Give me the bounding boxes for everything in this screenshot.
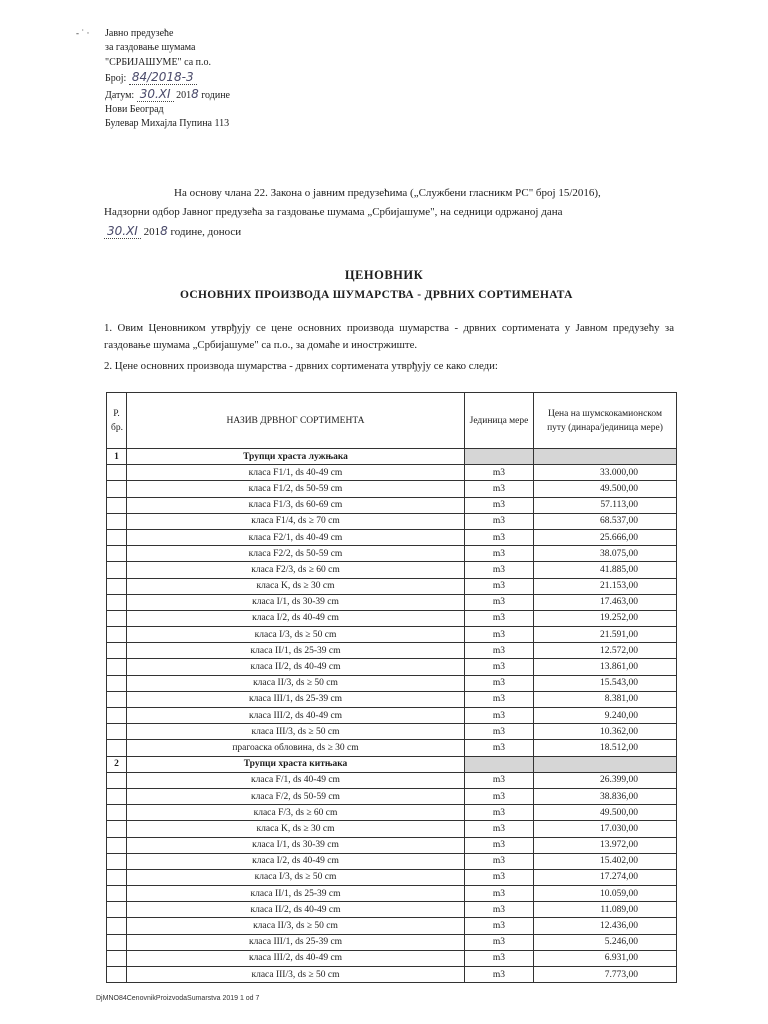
row-name: класа I/1, ds 30-39 cm <box>127 594 465 610</box>
datum-label: Датум: <box>105 89 135 101</box>
row-name: класа II/3, ds ≥ 50 cm <box>127 675 465 691</box>
row-no-cell <box>107 934 127 950</box>
row-unit: m3 <box>465 740 534 756</box>
table-row <box>107 481 677 497</box>
row-price: 21.591,00 <box>534 627 677 643</box>
section-row <box>107 756 677 772</box>
row-unit: m3 <box>465 821 534 837</box>
row-unit: m3 <box>465 465 534 481</box>
row-name: класа F2/3, ds ≥ 60 cm <box>127 562 465 578</box>
row-price: 10.362,00 <box>534 724 677 740</box>
row-name: класа F1/2, ds 50-59 cm <box>127 481 465 497</box>
row-unit: m3 <box>465 934 534 950</box>
datum-year-suffix: 8 <box>191 86 199 101</box>
row-unit: m3 <box>465 578 534 594</box>
row-unit: m3 <box>465 967 534 983</box>
row-price: 25.666,00 <box>534 529 677 545</box>
row-price: 12.436,00 <box>534 918 677 934</box>
row-no-cell <box>107 643 127 659</box>
row-name: класа II/2, ds 40-49 cm <box>127 902 465 918</box>
row-unit: m3 <box>465 724 534 740</box>
row-unit: m3 <box>465 950 534 966</box>
table-row <box>107 902 677 918</box>
row-name: класа F2/2, ds 50-59 cm <box>127 546 465 562</box>
row-unit: m3 <box>465 853 534 869</box>
intro-year-prefix: 201 <box>143 226 161 238</box>
row-unit: m3 <box>465 562 534 578</box>
intro-line3 <box>104 222 674 242</box>
section-unit-cell <box>465 449 534 465</box>
margin-marks: - ˙ · <box>76 28 90 38</box>
row-no-cell <box>107 562 127 578</box>
row-unit: m3 <box>465 659 534 675</box>
row-price: 6.931,00 <box>534 950 677 966</box>
row-no-cell <box>107 886 127 902</box>
row-name: класа F1/4, ds ≥ 70 cm <box>127 513 465 529</box>
datum-line <box>105 87 230 103</box>
intro-line1: На основу члана 22. Закона о јавним предузећима („Службени гласникм РС" број 15/2016), <box>174 187 601 199</box>
row-unit: m3 <box>465 837 534 853</box>
row-no-cell <box>107 853 127 869</box>
document-title: ЦЕНОВНИК <box>344 268 424 282</box>
row-unit: m3 <box>465 594 534 610</box>
row-unit: m3 <box>465 708 534 724</box>
row-no-cell <box>107 740 127 756</box>
row-unit: m3 <box>465 481 534 497</box>
row-price: 18.512,00 <box>534 740 677 756</box>
table-header-row <box>107 393 677 449</box>
table-row <box>107 918 677 934</box>
table-row <box>107 529 677 545</box>
row-unit: m3 <box>465 627 534 643</box>
row-name: класа I/2, ds 40-49 cm <box>127 853 465 869</box>
row-name: класа II/1, ds 25-39 cm <box>127 643 465 659</box>
table-row <box>107 659 677 675</box>
row-price: 15.543,00 <box>534 675 677 691</box>
row-name: класа II/1, ds 25-39 cm <box>127 886 465 902</box>
row-no-cell <box>107 627 127 643</box>
row-name: класа III/3, ds ≥ 50 cm <box>127 724 465 740</box>
paragraph-2: 2. Цене основних производа шумарства - дрвних сортимената утврђују се како следи: <box>104 360 498 372</box>
section-price-cell <box>534 449 677 465</box>
row-unit: m3 <box>465 772 534 788</box>
org-line2: за газдовање шумама <box>105 42 196 54</box>
row-no-cell <box>107 950 127 966</box>
row-name: класа III/1, ds 25-39 cm <box>127 934 465 950</box>
row-no-cell <box>107 465 127 481</box>
row-price: 5.246,00 <box>534 934 677 950</box>
table-row <box>107 934 677 950</box>
row-name: класа III/2, ds 40-49 cm <box>127 950 465 966</box>
row-price: 38.836,00 <box>534 788 677 804</box>
row-unit: m3 <box>465 918 534 934</box>
datum-year-prefix: 201 <box>176 89 192 101</box>
row-no-cell <box>107 821 127 837</box>
intro-date: 30.XI <box>104 224 141 239</box>
row-unit: m3 <box>465 886 534 902</box>
footer-note: DjMNO84CenovnikProizvodaSumarstva 2019 1 od 7 <box>96 995 260 1002</box>
row-no-cell <box>107 691 127 707</box>
datum-suffix: године <box>201 89 230 101</box>
row-name: класа K, ds ≥ 30 cm <box>127 821 465 837</box>
table-row <box>107 837 677 853</box>
table-row <box>107 610 677 626</box>
broj-value: 84/2018-3 <box>129 70 197 85</box>
row-price: 21.153,00 <box>534 578 677 594</box>
table-row <box>107 675 677 691</box>
row-price: 12.572,00 <box>534 643 677 659</box>
row-name: класа F/3, ds ≥ 60 cm <box>127 805 465 821</box>
row-price: 17.274,00 <box>534 869 677 885</box>
table-row <box>107 497 677 513</box>
row-name: класа K, ds ≥ 30 cm <box>127 578 465 594</box>
row-unit: m3 <box>465 902 534 918</box>
row-price: 13.861,00 <box>534 659 677 675</box>
header-price: Цена на шумскокамионском путу (динара/јединица мере) <box>534 393 677 449</box>
table-row <box>107 821 677 837</box>
city-line: Нови Београд <box>105 104 164 116</box>
row-name: прагоаска обловина, ds ≥ 30 cm <box>127 740 465 756</box>
row-no-cell <box>107 918 127 934</box>
section-price-cell <box>534 756 677 772</box>
row-price: 49.500,00 <box>534 481 677 497</box>
letterhead <box>105 27 230 132</box>
row-price: 38.075,00 <box>534 546 677 562</box>
row-unit: m3 <box>465 675 534 691</box>
row-no-cell <box>107 675 127 691</box>
row-name: класа I/2, ds 40-49 cm <box>127 610 465 626</box>
table-row <box>107 788 677 804</box>
row-name: класа I/3, ds ≥ 50 cm <box>127 869 465 885</box>
row-unit: m3 <box>465 497 534 513</box>
table-row <box>107 869 677 885</box>
table-row <box>107 546 677 562</box>
org-line3: "СРБИЈАШУМЕ" са п.о. <box>105 56 211 68</box>
row-unit: m3 <box>465 643 534 659</box>
row-no-cell <box>107 610 127 626</box>
row-no-cell <box>107 529 127 545</box>
table-row <box>107 950 677 966</box>
table-row <box>107 643 677 659</box>
row-no-cell <box>107 967 127 983</box>
table-body <box>107 449 677 983</box>
intro-year-suffix: 8 <box>160 224 168 238</box>
row-price: 7.773,00 <box>534 967 677 983</box>
table-row <box>107 772 677 788</box>
paragraph-1: 1. Овим Ценовником утврђују се цене основних производа шумарства - дрвних сортимената у Јавном предузећу за газдовање шумама „Србијашуме" са п.о., за домаће и иностржиште. <box>104 322 674 351</box>
row-unit: m3 <box>465 546 534 562</box>
row-no-cell <box>107 497 127 513</box>
broj-label: Број: <box>105 73 127 85</box>
row-price: 68.537,00 <box>534 513 677 529</box>
row-unit: m3 <box>465 805 534 821</box>
row-name: класа III/1, ds 25-39 cm <box>127 691 465 707</box>
price-table <box>106 392 677 983</box>
row-price: 49.500,00 <box>534 805 677 821</box>
row-no-cell <box>107 902 127 918</box>
row-no-cell <box>107 772 127 788</box>
table-row <box>107 513 677 529</box>
header-no: Р. бр. <box>107 393 127 449</box>
row-name: класа F1/1, ds 40-49 cm <box>127 465 465 481</box>
row-no-cell <box>107 724 127 740</box>
row-no-cell <box>107 481 127 497</box>
row-no-cell <box>107 546 127 562</box>
row-no-cell <box>107 578 127 594</box>
row-price: 33.000,00 <box>534 465 677 481</box>
row-no-cell <box>107 837 127 853</box>
row-price: 41.885,00 <box>534 562 677 578</box>
row-unit: m3 <box>465 788 534 804</box>
row-name: класа F2/1, ds 40-49 cm <box>127 529 465 545</box>
row-no-cell <box>107 708 127 724</box>
section-title: Трупци храста китњака <box>127 756 465 772</box>
row-price: 15.402,00 <box>534 853 677 869</box>
datum-value: 30.XI <box>137 87 174 102</box>
header-unit: Јединица мере <box>465 393 534 449</box>
table-row <box>107 886 677 902</box>
org-line1: Јавно предузеће <box>105 28 174 39</box>
section-no: 2 <box>107 756 127 772</box>
row-name: класа II/2, ds 40-49 cm <box>127 659 465 675</box>
row-price: 10.059,00 <box>534 886 677 902</box>
address-line: Булевар Михајла Пупина 113 <box>105 118 230 130</box>
table-row <box>107 465 677 481</box>
table-row <box>107 627 677 643</box>
table-row <box>107 967 677 983</box>
row-no-cell <box>107 659 127 675</box>
row-price: 11.089,00 <box>534 902 677 918</box>
row-price: 13.972,00 <box>534 837 677 853</box>
table-row <box>107 578 677 594</box>
row-name: класа III/3, ds ≥ 50 cm <box>127 967 465 983</box>
row-name: класа F/1, ds 40-49 cm <box>127 772 465 788</box>
row-name: класа I/3, ds ≥ 50 cm <box>127 627 465 643</box>
section-no: 1 <box>107 449 127 465</box>
row-name: класа F/2, ds 50-59 cm <box>127 788 465 804</box>
document-subtitle: ОСНОВНИХ ПРОИЗВОДА ШУМАРСТВА - ДРВНИХ СОРТИМЕНАТА <box>180 289 573 301</box>
header-name: НАЗИВ ДРВНОГ СОРТИМЕНТА <box>127 393 465 449</box>
row-price: 17.463,00 <box>534 594 677 610</box>
row-no-cell <box>107 513 127 529</box>
row-price: 8.381,00 <box>534 691 677 707</box>
row-unit: m3 <box>465 513 534 529</box>
row-no-cell <box>107 788 127 804</box>
row-no-cell <box>107 869 127 885</box>
row-no-cell <box>107 805 127 821</box>
row-unit: m3 <box>465 869 534 885</box>
intro-paragraph <box>104 184 674 242</box>
table-row <box>107 853 677 869</box>
section-row <box>107 449 677 465</box>
section-unit-cell <box>465 756 534 772</box>
row-price: 26.399,00 <box>534 772 677 788</box>
row-name: класа I/1, ds 30-39 cm <box>127 837 465 853</box>
table-row <box>107 740 677 756</box>
row-price: 9.240,00 <box>534 708 677 724</box>
row-unit: m3 <box>465 610 534 626</box>
section-title: Трупци храста лужњака <box>127 449 465 465</box>
table-row <box>107 594 677 610</box>
row-name: класа F1/3, ds 60-69 cm <box>127 497 465 513</box>
row-price: 19.252,00 <box>534 610 677 626</box>
table-row <box>107 691 677 707</box>
table-row <box>107 724 677 740</box>
row-name: класа II/3, ds ≥ 50 cm <box>127 918 465 934</box>
row-unit: m3 <box>465 691 534 707</box>
intro-line3-rest: године, доноси <box>170 226 242 238</box>
row-no-cell <box>107 594 127 610</box>
row-price: 57.113,00 <box>534 497 677 513</box>
table-row <box>107 562 677 578</box>
row-unit: m3 <box>465 529 534 545</box>
table-row <box>107 708 677 724</box>
row-name: класа III/2, ds 40-49 cm <box>127 708 465 724</box>
table-row <box>107 805 677 821</box>
broj-line <box>105 70 230 86</box>
row-price: 17.030,00 <box>534 821 677 837</box>
intro-line2: Надзорни одбор Јавног предузећа за газдовање шумама „Србијашуме", на седници одржаној дана <box>104 206 563 218</box>
